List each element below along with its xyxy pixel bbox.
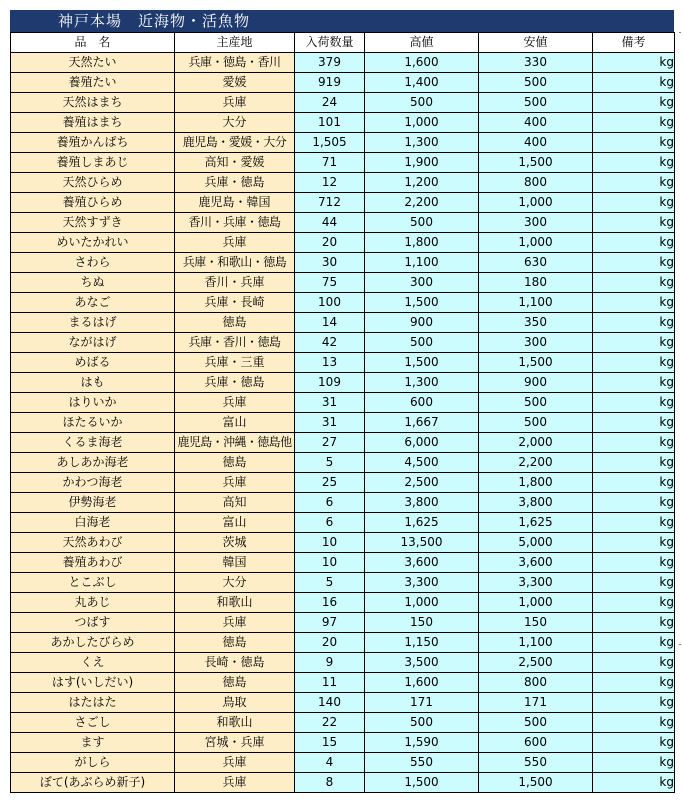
cell-name: つばす xyxy=(11,613,175,633)
cell-high-price: 150 xyxy=(365,613,479,633)
table-row xyxy=(11,513,675,533)
cell-note: kg xyxy=(593,233,675,253)
cell-note: kg xyxy=(593,673,675,693)
edge-tick xyxy=(679,32,681,33)
price-table xyxy=(10,32,675,793)
cell-quantity: 20 xyxy=(295,633,365,653)
cell-note: kg xyxy=(593,573,675,593)
cell-name: はも xyxy=(11,373,175,393)
cell-quantity: 15 xyxy=(295,733,365,753)
cell-name: あかしたびらめ xyxy=(11,633,175,653)
cell-quantity: 31 xyxy=(295,413,365,433)
table-row xyxy=(11,433,675,453)
table-row xyxy=(11,93,675,113)
cell-name: あしあか海老 xyxy=(11,453,175,473)
cell-quantity: 919 xyxy=(295,73,365,93)
cell-quantity: 100 xyxy=(295,293,365,313)
cell-name: 養殖たい xyxy=(11,73,175,93)
cell-name: めばる xyxy=(11,353,175,373)
cell-note: kg xyxy=(593,533,675,553)
cell-high-price: 1,200 xyxy=(365,173,479,193)
table-row xyxy=(11,293,675,313)
table-row xyxy=(11,173,675,193)
cell-high-price: 500 xyxy=(365,333,479,353)
cell-note: kg xyxy=(593,733,675,753)
cell-name: 天然あわび xyxy=(11,533,175,553)
cell-low-price: 550 xyxy=(479,753,593,773)
cell-note: kg xyxy=(593,693,675,713)
cell-note: kg xyxy=(593,173,675,193)
cell-high-price: 13,500 xyxy=(365,533,479,553)
cell-origin: 富山 xyxy=(175,513,295,533)
table-row xyxy=(11,333,675,353)
cell-low-price: 500 xyxy=(479,413,593,433)
cell-quantity: 379 xyxy=(295,53,365,73)
cell-high-price: 500 xyxy=(365,713,479,733)
cell-name: ます xyxy=(11,733,175,753)
cell-low-price: 1,500 xyxy=(479,153,593,173)
cell-high-price: 1,300 xyxy=(365,373,479,393)
cell-note: kg xyxy=(593,633,675,653)
cell-note: kg xyxy=(593,153,675,173)
cell-name: くるま海老 xyxy=(11,433,175,453)
cell-note: kg xyxy=(593,293,675,313)
cell-low-price: 500 xyxy=(479,393,593,413)
cell-high-price: 1,400 xyxy=(365,73,479,93)
edge-tick xyxy=(679,644,681,645)
cell-high-price: 300 xyxy=(365,273,479,293)
cell-quantity: 1,505 xyxy=(295,133,365,153)
cell-origin: 兵庫 xyxy=(175,93,295,113)
cell-high-price: 1,625 xyxy=(365,513,479,533)
cell-quantity: 71 xyxy=(295,153,365,173)
cell-low-price: 1,000 xyxy=(479,233,593,253)
cell-high-price: 1,150 xyxy=(365,633,479,653)
cell-high-price: 500 xyxy=(365,93,479,113)
cell-low-price: 1,625 xyxy=(479,513,593,533)
table-row xyxy=(11,213,675,233)
cell-origin: 兵庫 xyxy=(175,473,295,493)
header-origin: 主産地 xyxy=(175,33,295,53)
table-row xyxy=(11,153,675,173)
header-name: 品 名 xyxy=(11,33,175,53)
cell-name: 養殖かんぱち xyxy=(11,133,175,153)
table-title xyxy=(10,10,674,32)
table-row xyxy=(11,733,675,753)
cell-note: kg xyxy=(593,313,675,333)
cell-name: はたはた xyxy=(11,693,175,713)
cell-high-price: 4,500 xyxy=(365,453,479,473)
header-quantity: 入荷数量 xyxy=(295,33,365,53)
cell-origin: 徳島 xyxy=(175,453,295,473)
table-row xyxy=(11,533,675,553)
cell-note: kg xyxy=(593,273,675,293)
cell-low-price: 600 xyxy=(479,733,593,753)
cell-high-price: 600 xyxy=(365,393,479,413)
table-row xyxy=(11,73,675,93)
cell-low-price: 800 xyxy=(479,673,593,693)
cell-low-price: 400 xyxy=(479,113,593,133)
cell-origin: 茨城 xyxy=(175,533,295,553)
table-row xyxy=(11,393,675,413)
cell-note: kg xyxy=(593,353,675,373)
cell-note: kg xyxy=(593,473,675,493)
cell-high-price: 1,600 xyxy=(365,53,479,73)
cell-high-price: 1,800 xyxy=(365,233,479,253)
cell-note: kg xyxy=(593,773,675,793)
cell-high-price: 500 xyxy=(365,213,479,233)
cell-name: とこぶし xyxy=(11,573,175,593)
cell-name: 天然すずき xyxy=(11,213,175,233)
cell-high-price: 1,000 xyxy=(365,113,479,133)
table-row xyxy=(11,413,675,433)
cell-low-price: 2,200 xyxy=(479,453,593,473)
cell-name: 伊勢海老 xyxy=(11,493,175,513)
cell-low-price: 2,500 xyxy=(479,653,593,673)
cell-low-price: 350 xyxy=(479,313,593,333)
cell-quantity: 712 xyxy=(295,193,365,213)
cell-low-price: 5,000 xyxy=(479,533,593,553)
cell-low-price: 900 xyxy=(479,373,593,393)
cell-low-price: 1,000 xyxy=(479,193,593,213)
cell-high-price: 2,200 xyxy=(365,193,479,213)
cell-note: kg xyxy=(593,713,675,733)
table-row xyxy=(11,553,675,573)
cell-low-price: 180 xyxy=(479,273,593,293)
table-row xyxy=(11,273,675,293)
cell-high-price: 1,500 xyxy=(365,293,479,313)
cell-origin: 兵庫・徳島 xyxy=(175,373,295,393)
cell-quantity: 6 xyxy=(295,493,365,513)
table-row xyxy=(11,753,675,773)
table-row xyxy=(11,253,675,273)
cell-origin: 大分 xyxy=(175,573,295,593)
cell-note: kg xyxy=(593,453,675,473)
table-body xyxy=(11,53,675,793)
cell-note: kg xyxy=(593,753,675,773)
cell-origin: 韓国 xyxy=(175,553,295,573)
cell-low-price: 630 xyxy=(479,253,593,273)
cell-high-price: 171 xyxy=(365,693,479,713)
cell-low-price: 2,000 xyxy=(479,433,593,453)
cell-quantity: 12 xyxy=(295,173,365,193)
cell-name: ながはげ xyxy=(11,333,175,353)
cell-note: kg xyxy=(593,553,675,573)
cell-low-price: 1,000 xyxy=(479,593,593,613)
cell-name: ぼて(あぶらめ新子) xyxy=(11,773,175,793)
table-row xyxy=(11,653,675,673)
table-row xyxy=(11,313,675,333)
table-row xyxy=(11,773,675,793)
cell-name: さわら xyxy=(11,253,175,273)
table-row xyxy=(11,673,675,693)
header-note: 備考 xyxy=(593,33,675,53)
cell-note: kg xyxy=(593,113,675,133)
cell-origin: 兵庫・香川・徳島 xyxy=(175,333,295,353)
cell-low-price: 500 xyxy=(479,93,593,113)
cell-note: kg xyxy=(593,393,675,413)
cell-quantity: 20 xyxy=(295,233,365,253)
cell-low-price: 1,500 xyxy=(479,353,593,373)
cell-low-price: 500 xyxy=(479,73,593,93)
cell-name: くえ xyxy=(11,653,175,673)
cell-quantity: 11 xyxy=(295,673,365,693)
table-row xyxy=(11,373,675,393)
cell-name: 白海老 xyxy=(11,513,175,533)
cell-name: まるはげ xyxy=(11,313,175,333)
cell-high-price: 6,000 xyxy=(365,433,479,453)
cell-quantity: 9 xyxy=(295,653,365,673)
cell-note: kg xyxy=(593,513,675,533)
cell-high-price: 3,600 xyxy=(365,553,479,573)
cell-high-price: 1,500 xyxy=(365,773,479,793)
cell-origin: 鹿児島・韓国 xyxy=(175,193,295,213)
cell-origin: 富山 xyxy=(175,413,295,433)
cell-high-price: 1,000 xyxy=(365,593,479,613)
cell-note: kg xyxy=(593,433,675,453)
cell-note: kg xyxy=(593,613,675,633)
cell-name: さごし xyxy=(11,713,175,733)
table-row xyxy=(11,113,675,133)
cell-origin: 兵庫 xyxy=(175,233,295,253)
cell-origin: 兵庫・三重 xyxy=(175,353,295,373)
cell-origin: 愛媛 xyxy=(175,73,295,93)
cell-low-price: 1,100 xyxy=(479,633,593,653)
cell-name: はす(いしだい) xyxy=(11,673,175,693)
table-row xyxy=(11,353,675,373)
table-row xyxy=(11,613,675,633)
cell-name: 養殖しまあじ xyxy=(11,153,175,173)
cell-low-price: 1,500 xyxy=(479,773,593,793)
cell-note: kg xyxy=(593,133,675,153)
table-row xyxy=(11,573,675,593)
cell-high-price: 1,590 xyxy=(365,733,479,753)
cell-quantity: 30 xyxy=(295,253,365,273)
table-row xyxy=(11,473,675,493)
cell-quantity: 6 xyxy=(295,513,365,533)
cell-note: kg xyxy=(593,413,675,433)
cell-low-price: 3,800 xyxy=(479,493,593,513)
cell-origin: 高知 xyxy=(175,493,295,513)
cell-quantity: 24 xyxy=(295,93,365,113)
cell-low-price: 800 xyxy=(479,173,593,193)
cell-note: kg xyxy=(593,213,675,233)
cell-low-price: 400 xyxy=(479,133,593,153)
cell-origin: 兵庫 xyxy=(175,773,295,793)
cell-origin: 徳島 xyxy=(175,633,295,653)
cell-name: はりいか xyxy=(11,393,175,413)
cell-quantity: 31 xyxy=(295,393,365,413)
cell-quantity: 75 xyxy=(295,273,365,293)
cell-note: kg xyxy=(593,333,675,353)
cell-origin: 和歌山 xyxy=(175,593,295,613)
cell-high-price: 3,500 xyxy=(365,653,479,673)
cell-quantity: 10 xyxy=(295,553,365,573)
cell-quantity: 8 xyxy=(295,773,365,793)
cell-high-price: 3,300 xyxy=(365,573,479,593)
cell-low-price: 1,100 xyxy=(479,293,593,313)
cell-origin: 鹿児島・沖縄・徳島他 xyxy=(175,433,295,453)
cell-origin: 兵庫・徳島・香川 xyxy=(175,53,295,73)
cell-low-price: 300 xyxy=(479,333,593,353)
cell-quantity: 10 xyxy=(295,533,365,553)
cell-origin: 香川・兵庫・徳島 xyxy=(175,213,295,233)
cell-origin: 徳島 xyxy=(175,313,295,333)
cell-origin: 兵庫 xyxy=(175,753,295,773)
cell-note: kg xyxy=(593,373,675,393)
cell-name: めいたかれい xyxy=(11,233,175,253)
table-row xyxy=(11,233,675,253)
cell-quantity: 101 xyxy=(295,113,365,133)
cell-note: kg xyxy=(593,253,675,273)
cell-quantity: 13 xyxy=(295,353,365,373)
table-row xyxy=(11,453,675,473)
cell-quantity: 42 xyxy=(295,333,365,353)
cell-high-price: 1,600 xyxy=(365,673,479,693)
cell-origin: 兵庫 xyxy=(175,613,295,633)
cell-quantity: 27 xyxy=(295,433,365,453)
table-row xyxy=(11,53,675,73)
cell-origin: 大分 xyxy=(175,113,295,133)
cell-name: かわつ海老 xyxy=(11,473,175,493)
cell-note: kg xyxy=(593,73,675,93)
cell-name: がしら xyxy=(11,753,175,773)
cell-name: 丸あじ xyxy=(11,593,175,613)
cell-quantity: 5 xyxy=(295,453,365,473)
cell-quantity: 44 xyxy=(295,213,365,233)
table-row xyxy=(11,693,675,713)
cell-low-price: 150 xyxy=(479,613,593,633)
cell-name: ちぬ xyxy=(11,273,175,293)
cell-high-price: 1,900 xyxy=(365,153,479,173)
cell-high-price: 1,100 xyxy=(365,253,479,273)
cell-origin: 兵庫・長崎 xyxy=(175,293,295,313)
cell-high-price: 900 xyxy=(365,313,479,333)
cell-high-price: 1,500 xyxy=(365,353,479,373)
cell-origin: 高知・愛媛 xyxy=(175,153,295,173)
cell-origin: 鹿児島・愛媛・大分 xyxy=(175,133,295,153)
cell-origin: 和歌山 xyxy=(175,713,295,733)
cell-high-price: 3,800 xyxy=(365,493,479,513)
cell-high-price: 1,667 xyxy=(365,413,479,433)
cell-note: kg xyxy=(593,653,675,673)
cell-note: kg xyxy=(593,193,675,213)
cell-note: kg xyxy=(593,53,675,73)
cell-high-price: 1,300 xyxy=(365,133,479,153)
cell-origin: 宮城・兵庫 xyxy=(175,733,295,753)
cell-quantity: 14 xyxy=(295,313,365,333)
cell-name: 養殖はまち xyxy=(11,113,175,133)
cell-high-price: 2,500 xyxy=(365,473,479,493)
cell-low-price: 500 xyxy=(479,713,593,733)
cell-origin: 兵庫・徳島 xyxy=(175,173,295,193)
cell-low-price: 171 xyxy=(479,693,593,713)
cell-quantity: 97 xyxy=(295,613,365,633)
cell-origin: 徳島 xyxy=(175,673,295,693)
header-row xyxy=(11,33,675,53)
table-row xyxy=(11,633,675,653)
cell-quantity: 4 xyxy=(295,753,365,773)
table-row xyxy=(11,493,675,513)
cell-origin: 兵庫 xyxy=(175,393,295,413)
header-high-price: 高値 xyxy=(365,33,479,53)
header-low-price: 安値 xyxy=(479,33,593,53)
title-text: 神戸本場 近海物・活魚物 xyxy=(58,12,251,30)
table-row xyxy=(11,193,675,213)
cell-note: kg xyxy=(593,593,675,613)
cell-origin: 兵庫・和歌山・徳島 xyxy=(175,253,295,273)
cell-name: あなご xyxy=(11,293,175,313)
cell-quantity: 5 xyxy=(295,573,365,593)
cell-note: kg xyxy=(593,93,675,113)
cell-quantity: 25 xyxy=(295,473,365,493)
cell-name: ほたるいか xyxy=(11,413,175,433)
cell-origin: 長崎・徳島 xyxy=(175,653,295,673)
cell-low-price: 300 xyxy=(479,213,593,233)
cell-name: 天然ひらめ xyxy=(11,173,175,193)
cell-note: kg xyxy=(593,493,675,513)
cell-high-price: 550 xyxy=(365,753,479,773)
cell-origin: 鳥取 xyxy=(175,693,295,713)
cell-quantity: 22 xyxy=(295,713,365,733)
table-row xyxy=(11,713,675,733)
cell-origin: 香川・兵庫 xyxy=(175,273,295,293)
cell-quantity: 16 xyxy=(295,593,365,613)
cell-low-price: 1,800 xyxy=(479,473,593,493)
cell-name: 養殖ひらめ xyxy=(11,193,175,213)
cell-quantity: 140 xyxy=(295,693,365,713)
cell-name: 天然たい xyxy=(11,53,175,73)
table-row xyxy=(11,133,675,153)
cell-name: 養殖あわび xyxy=(11,553,175,573)
table-row xyxy=(11,593,675,613)
cell-name: 天然はまち xyxy=(11,93,175,113)
cell-low-price: 330 xyxy=(479,53,593,73)
cell-low-price: 3,600 xyxy=(479,553,593,573)
cell-low-price: 3,300 xyxy=(479,573,593,593)
cell-quantity: 109 xyxy=(295,373,365,393)
